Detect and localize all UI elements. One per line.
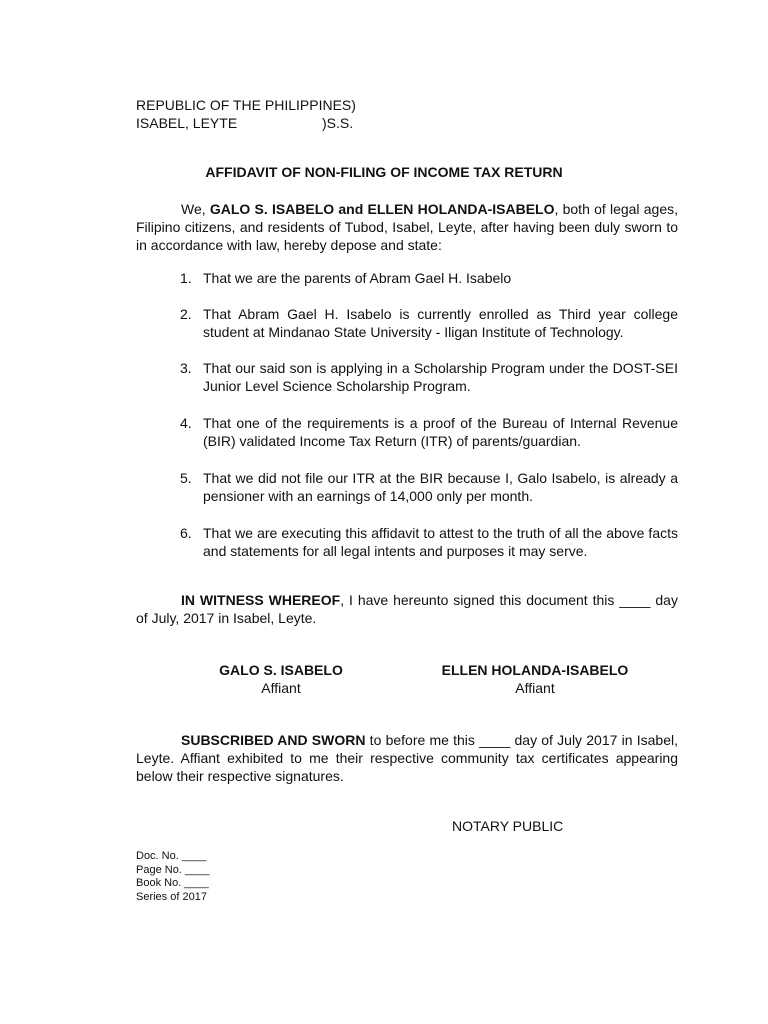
notary-public-label: NOTARY PUBLIC — [452, 818, 564, 834]
list-item-number: 6. — [180, 525, 192, 541]
list-item-text: That our said son is applying in a Scholarship Program under the DOST-SEI Junior Level Science Scholarship Program. — [203, 360, 678, 394]
signatory-block-ellen — [424, 661, 646, 697]
intro-prefix: We, — [181, 201, 210, 217]
sworn-lead: SUBSCRIBED AND SWORN — [181, 732, 366, 748]
list-item-text: That we are executing this affidavit to attest to the truth of all the above facts and statements for all legal intents and purposes it may serve. — [203, 525, 678, 559]
witness-rest: , I have hereunto signed this document this ____ day of July, 2017 in Isabel, Leyte. — [136, 592, 678, 626]
intro-paragraph — [136, 200, 678, 254]
signatory-role: Affiant — [261, 680, 301, 696]
list-item — [180, 469, 678, 505]
document-title: AFFIDAVIT OF NON-FILING OF INCOME TAX RETURN — [205, 164, 563, 180]
doc-number: Doc. No. ____ — [136, 850, 207, 862]
affiant-names: GALO S. ISABELO and ELLEN HOLANDA-ISABELO — [209, 201, 555, 217]
list-item-number: 2. — [180, 306, 192, 322]
list-item-number: 5. — [180, 470, 192, 486]
notarial-register — [136, 850, 209, 904]
list-item — [180, 305, 678, 341]
signatory-name: GALO S. ISABELO — [219, 662, 343, 678]
signatory-block-galo — [196, 661, 366, 697]
list-item-text: That Abram Gael H. Isabelo is currently enrolled as Third year college student at Mindanao State University - Iligan Institute of Technology. — [203, 306, 678, 340]
list-item-number: 3. — [180, 360, 192, 376]
list-item-text: That we did not file our ITR at the BIR because I, Galo Isabelo, is already a pensioner with an earnings of 14,000 only per month. — [203, 470, 678, 504]
intro-rest: , both of legal ages, Filipino citizens, and residents of Tubod, Isabel, Leyte, after having been duly sworn to in accordance with law, hereby depose and state: — [136, 201, 678, 253]
venue-ss: )S.S. — [322, 115, 354, 131]
signatory-role: Affiant — [515, 680, 555, 696]
page-number: Page No. ____ — [136, 863, 210, 876]
list-item-text: That one of the requirements is a proof of the Bureau of Internal Revenue (BIR) validated Income Tax Return (ITR) of parents/guardian. — [203, 415, 678, 449]
venue-place: ISABEL, LEYTE — [136, 115, 238, 131]
list-item-number: 1. — [180, 270, 192, 286]
venue-republic: REPUBLIC OF THE PHILIPPINES) — [136, 97, 356, 113]
signatory-name: ELLEN HOLANDA-ISABELO — [441, 662, 629, 678]
witness-lead: IN WITNESS WHEREOF — [181, 592, 341, 608]
list-item — [180, 359, 678, 395]
list-item — [180, 524, 678, 560]
list-item — [180, 414, 678, 450]
sworn-rest: to before me this ____ day of July 2017 in Isabel, Leyte. Affiant exhibited to me their respective community tax certificates appearing below their respective signatures. — [136, 732, 678, 784]
book-number: Book No. ____ — [136, 877, 209, 889]
sworn-paragraph — [136, 731, 678, 785]
list-item-text: That we are the parents of Abram Gael H. Isabelo — [203, 270, 512, 286]
list-item-number: 4. — [180, 415, 192, 431]
list-item — [180, 269, 678, 287]
witness-paragraph — [136, 591, 678, 627]
series-year: Series of 2017 — [136, 890, 207, 903]
